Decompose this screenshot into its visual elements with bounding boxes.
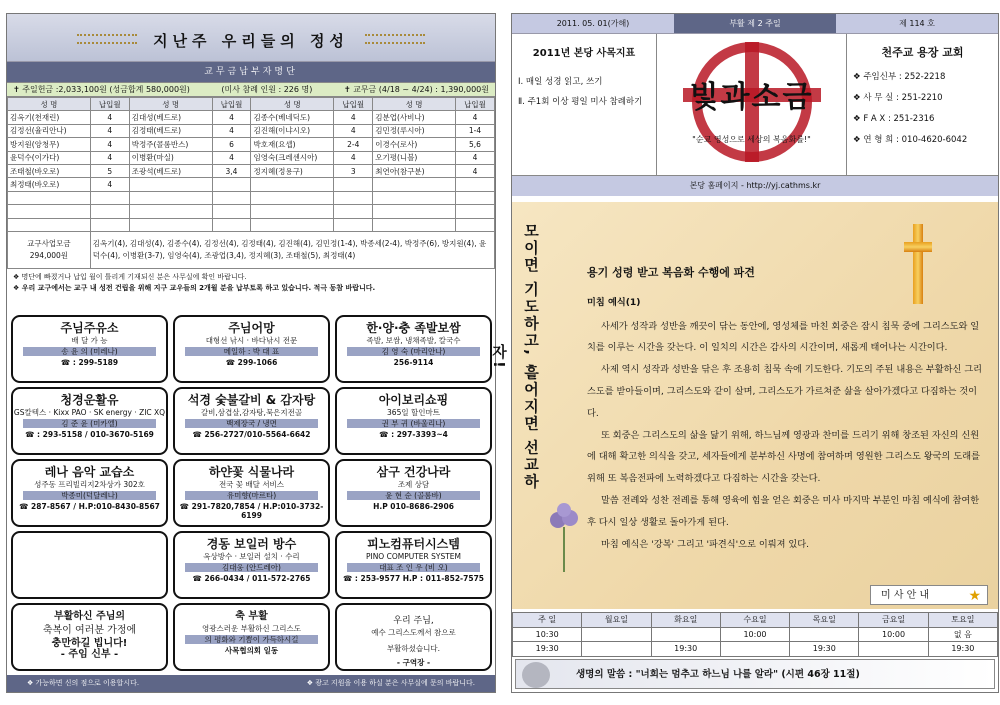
table-cell (251, 218, 334, 231)
table-cell (455, 218, 494, 231)
paragraph: 마침 예식은 '강복' 그리고 '파견식'으로 이뤄져 있다. (601, 538, 810, 550)
table-cell: 4 (212, 111, 251, 124)
ad-line: 256-9114 (393, 358, 434, 367)
mass-cell: 19:30 (928, 642, 997, 657)
ad-line: 김 영 숙 (마리안나) (347, 347, 480, 356)
ad-title: 경동 보일러 방수 (206, 537, 297, 551)
table-cell (334, 218, 373, 231)
ad-box (173, 459, 330, 527)
ads-grid (11, 315, 493, 675)
table-row (8, 164, 495, 177)
table-cell: 방지원(앙청무) (8, 138, 91, 151)
table-cell (8, 191, 91, 204)
mass-guide-button[interactable] (870, 585, 988, 605)
mass-cell (790, 627, 859, 642)
table-cell: 4 (334, 111, 373, 124)
ad-line: - 주임 신부 - (60, 649, 119, 660)
note-2: ❖ 우리 교구에서는 교구 내 성전 건립을 위해 지구 교우들의 2개월 분을 납부토록 하고 있습니다. 적극 동참 바랍니다. (13, 283, 376, 292)
table-cell (129, 178, 212, 191)
ad-line: 김 준 윤 (미카엘) (23, 419, 156, 428)
ad-box (11, 315, 168, 383)
ad-line: 백제장국 / 냉면 (185, 419, 318, 428)
ad-box (11, 603, 168, 671)
donor-table (7, 97, 495, 269)
table-cell: 박정주(콜롬반스) (129, 138, 212, 151)
pastoral-goals (512, 34, 657, 175)
ad-line: 윤 현 순 (골롬바) (347, 491, 480, 500)
table-cell: 윤덕수(이가다) (8, 151, 91, 164)
table-cell: 이경수(로사) (373, 138, 456, 151)
table-row (8, 138, 495, 151)
ad-box (335, 603, 492, 671)
table-cell: 김민정(루시아) (373, 124, 456, 137)
table-cell: 정지혜(정용구) (251, 164, 334, 177)
table-cell: 4 (455, 111, 494, 124)
mass-header: 수요일 (720, 613, 789, 628)
contact-office: ❖ 사 무 실 : 251-2210 (853, 93, 943, 103)
table-row (8, 124, 495, 137)
ad-line: ☎ 266-0434 / 011-572-2765 (192, 574, 311, 583)
donor-header: 성 명 (373, 98, 456, 111)
article (587, 262, 987, 555)
ad-box (173, 531, 330, 599)
table-cell: 최연아(참구분) (373, 164, 456, 177)
ad-line: 365일 할인마트 (387, 408, 440, 417)
contact-priest: ❖ 주임신부 : 252-2218 (853, 72, 946, 82)
ad-line: 예수 그리스도께서 참으로 (371, 628, 456, 637)
ad-line: PINO COMPUTER SYSTEM (365, 552, 462, 561)
table-cell: 4 (455, 151, 494, 164)
left-footer (7, 675, 495, 692)
homepage-link[interactable]: 본당 홈페이지 - http://yj.cathms.kr (512, 176, 998, 196)
table-cell (334, 178, 373, 191)
table-cell: 5 (90, 164, 129, 177)
liturgical-season: 부활 제 2 주일 (674, 14, 836, 33)
table-cell (129, 205, 212, 218)
kyomu-offering: ✝ 교무금 (4/18 ~ 4/24) : 1,390,000원 (343, 85, 489, 94)
ad-line: 배 달 가 능 (71, 336, 108, 345)
ad-line: ☎ : 299-5189 (60, 358, 119, 367)
star-icon: ★ (968, 588, 981, 604)
table-cell: 4 (90, 111, 129, 124)
mass-cell (859, 642, 928, 657)
issue-bar (512, 14, 998, 34)
ad-title: 하얀꽃 식물나라 (208, 465, 295, 479)
ad-line: 대형선 낚시 · 바다낚시 전문 (205, 336, 298, 345)
ad-line: 충만하길 빕니다! (51, 638, 128, 649)
donor-header: 납입월 (212, 98, 251, 111)
ad-line: 김대웅 (안드레아) (185, 563, 318, 572)
footer-right: ❖ 광고 지원을 이용 하실 분은 사무실에 문의 바랍니다. (306, 679, 475, 687)
masthead (512, 34, 998, 176)
ad-line: 박종미(덕달레나) (23, 491, 156, 500)
ad-line: 전국 꽃 배달 서비스 (218, 480, 285, 489)
table-cell: 5,6 (455, 138, 494, 151)
table-cell: 3 (334, 164, 373, 177)
ad-title: 청경운활유 (60, 393, 119, 407)
church-info (847, 34, 998, 175)
word-text: 생명의 말씀 : "너희는 멈추고 하느님 나를 알라" (시편 46장 11절) (576, 669, 860, 680)
table-row (8, 151, 495, 164)
table-cell (212, 218, 251, 231)
table-cell: 1-4 (455, 124, 494, 137)
mass-cell: 19:30 (790, 642, 859, 657)
table-row (8, 218, 495, 231)
logo-motto: "순교 영성으로 세상의 복음화를!" (692, 135, 811, 144)
mass-cell (720, 642, 789, 657)
table-cell: 6 (212, 138, 251, 151)
table-cell (334, 205, 373, 218)
mass-cell: 19:30 (651, 642, 720, 657)
table-row (8, 178, 495, 191)
ad-line: 부활하셨습니다. (386, 644, 441, 653)
notes (7, 269, 495, 297)
table-cell: 4 (90, 178, 129, 191)
ad-title: 우리 주님, (393, 616, 434, 626)
table-cell (251, 191, 334, 204)
ad-title: 축 부활 (235, 611, 268, 622)
donor-header: 성 명 (251, 98, 334, 111)
table-cell: 4 (212, 124, 251, 137)
ad-line: - 구역장 - (396, 658, 431, 667)
mass-cell: 10:30 (513, 627, 582, 642)
note-1: ❖ 명단에 빠졌거나 납입 월이 틀리게 기재되신 분은 사무실에 확인 바랍니다. (13, 272, 247, 281)
table-cell (8, 218, 91, 231)
ad-title: 부활하신 주님의 (53, 611, 126, 622)
table-cell: 최정태(바오로) (8, 178, 91, 191)
support-label: 교구사업모금 294,000원 (8, 231, 91, 268)
table-cell (334, 191, 373, 204)
ad-title: 삼구 건강나라 (376, 465, 451, 479)
article-title: 용기 성령 받고 복음화 수행에 파견 (587, 266, 755, 279)
table-cell: 김종수(베네딕도) (251, 111, 334, 124)
ad-line: 대표 조 인 우 (비 오) (347, 563, 480, 572)
table-row (8, 191, 495, 204)
issue-date: 2011. 05. 01(가해) (556, 19, 630, 28)
ad-box (335, 459, 492, 527)
table-cell (373, 191, 456, 204)
table-cell (212, 178, 251, 191)
donor-header: 성 명 (129, 98, 212, 111)
ad-title: 레나 음악 교습소 (44, 465, 135, 479)
ad-line: GS칼텍스 · Kixx PAO · SK energy · ZIC XQ (13, 408, 166, 417)
table-cell: 조광석(베드로) (129, 164, 212, 177)
mass-header: 토요일 (928, 613, 997, 628)
donor-header: 납입월 (334, 98, 373, 111)
sunday-offering: ✝ 주일헌금 :2,033,100원 (성금합계 580,000원) (13, 85, 190, 94)
table-cell (129, 191, 212, 204)
ad-line: ☎ : 293-5158 / 010-3670-5169 (25, 430, 154, 439)
ad-line: 송 윤 의 (미레나) (23, 347, 156, 356)
church-name: 천주교 용장 교회 (881, 46, 964, 59)
table-cell: 4 (90, 138, 129, 151)
ad-box (173, 387, 330, 455)
table-cell (129, 218, 212, 231)
mass-cell: 10:00 (720, 627, 789, 642)
paragraph: 또 회중은 그리스도의 삶을 닮기 위해, 하느님께 영광과 찬미를 드리기 위해 창조된 자신의 신원에 대해 확고한 의식을 갖고, 세자들에게 분부하신 사명에 참여하며 영원한 그리스도 왕국의 도래를 위해 또 복음전파에 노력하겠다고 다짐하는 시간을 갖는다. (587, 429, 980, 485)
ad-line: 조제 상담 (397, 480, 430, 489)
table-cell: 김분업(사비나) (373, 111, 456, 124)
ad-line: ☎ : 297-3393~4 (379, 430, 448, 439)
left-page (6, 13, 496, 693)
table-cell (373, 218, 456, 231)
table-cell: 4 (455, 164, 494, 177)
ad-title: 석경 숯불갈비 & 감자탕 (187, 393, 316, 407)
mass-row (513, 642, 998, 657)
ad-box (11, 387, 168, 455)
donor-header: 납입월 (455, 98, 494, 111)
ad-line: ☎ 256-2727/010-5564-6642 (192, 430, 311, 439)
table-row (8, 111, 495, 124)
ad-title: 아이보리쇼핑 (378, 393, 449, 407)
mass-header: 주 일 (513, 613, 582, 628)
mass-cell (582, 627, 651, 642)
table-cell (455, 205, 494, 218)
table-cell: 조태철(바오로) (8, 164, 91, 177)
footer-left: ❖ 가능하면 신의 점으로 이용합시다. (27, 679, 140, 687)
table-cell (455, 178, 494, 191)
left-subtitle: 교무금납부자명단 (7, 62, 495, 82)
word-of-life (515, 659, 995, 689)
support-names: 김옥기(4), 김대성(4), 김종수(4), 김정선(4), 김정태(4), 김진해(4), 김민정(1-4), 박종세(2-4), 박정주(6), 방지원(4), 윤덕수(4), 이병환(3-7), 임영숙(4), 조광업(3,4), 정지혜(3), 조태철(5), 최정태(4) (90, 231, 494, 268)
table-cell (373, 205, 456, 218)
mass-cell: 10:00 (859, 627, 928, 642)
ad-line: 사목협의회 일동 (224, 646, 279, 655)
table-row (8, 205, 495, 218)
paragraph: 말씀 전례와 성찬 전례를 통해 영육에 힘을 얻은 회중은 미사 마지막 부분인 마침 예식에 참여한 후 다시 일상 생활로 돌아가게 된다. (587, 494, 980, 528)
mass-header: 월요일 (582, 613, 651, 628)
table-cell: 4 (334, 151, 373, 164)
mass-header: 화요일 (651, 613, 720, 628)
ad-line: ☎ 291-7820,7854 / H.P:010-3732-6199 (179, 502, 324, 520)
table-cell: 4 (334, 124, 373, 137)
table-cell (90, 218, 129, 231)
table-cell: 박호재(요셉) (251, 138, 334, 151)
table-cell: 3,4 (212, 164, 251, 177)
mass-attendance: (미사 참례 인원 : 226 명) (221, 85, 313, 94)
ad-line: 영광스러운 부활하신 그리스도 (202, 624, 301, 633)
portrait-icon (522, 662, 550, 688)
contact-mobile: ❖ 연 형 희 : 010-4620-6042 (853, 135, 968, 145)
contact-fax: ❖ F A X : 251-2316 (853, 114, 935, 124)
ad-line: ☎ 287-8567 / H.P:010-8430-8567 (19, 502, 160, 511)
table-cell: 4 (212, 151, 251, 164)
table-cell: 4 (90, 124, 129, 137)
goal-2: Ⅱ. 주1회 이상 평일 미사 참례하기 (518, 97, 643, 107)
table-cell: 김정태(베드로) (129, 124, 212, 137)
ad-box (11, 459, 168, 527)
goals-title: 2011년 본당 사목지표 (532, 48, 636, 59)
flower-icon (544, 502, 584, 572)
issue-number: 제 114 호 (899, 19, 935, 28)
mass-cell: 없 음 (928, 627, 997, 642)
mass-cell: 19:30 (513, 642, 582, 657)
ad-line: 족발, 보쌈, 냉채족발, 칼국수 (366, 336, 461, 345)
logo-block (657, 34, 847, 175)
ad-box (335, 315, 492, 383)
ad-line: 옥상방수 · 보일러 설치 · 수리 (203, 552, 300, 561)
ad-title: 피노컴퓨터시스템 (367, 537, 460, 551)
ad-line: 축복이 여러분 가정에 (42, 625, 137, 636)
article-subtitle: 미침 예식(1) (587, 296, 641, 308)
table-cell: 김옥기(천재린) (8, 111, 91, 124)
table-cell: 오기평(니블) (373, 151, 456, 164)
article-area (490, 202, 998, 609)
mass-guide-label: 미 사 안 내 (881, 590, 930, 601)
ad-title: 주님주유소 (60, 321, 119, 335)
ad-line: 의 평화와 기쁨이 가득하시길 (185, 635, 318, 644)
table-cell: 이병환(마실) (129, 151, 212, 164)
right-page (490, 13, 999, 693)
mass-cell (651, 627, 720, 642)
table-cell (455, 191, 494, 204)
mass-header: 금요일 (859, 613, 928, 628)
table-cell (373, 178, 456, 191)
donor-header: 납입월 (90, 98, 129, 111)
mass-row (513, 627, 998, 642)
left-header (7, 14, 495, 62)
ad-line: 성주동 프리빌리지2차상가 302호 (34, 480, 145, 489)
ad-title: 주님어망 (228, 321, 275, 335)
mass-schedule-table (512, 612, 998, 657)
table-cell (212, 205, 251, 218)
ad-box (173, 315, 330, 383)
ad-line: H.P 010-8686-2906 (373, 502, 454, 511)
table-cell: 김정선(율리안나) (8, 124, 91, 137)
table-cell: 김대성(베드로) (129, 111, 212, 124)
ad-box (11, 531, 168, 599)
ad-line: 갈비,삼겹살,감자탕,묵은지전골 (200, 408, 303, 417)
paragraph: 사제 역시 성작과 성반을 닦은 후 조용히 침묵 속에 기도한다. 기도의 주된 내용은 부활하신 그리스도를 받아들이며, 그리스도와 같이 살며, 그리스도가 가르쳐준 삶을 살아가겠다고 다짐하는 것이다. (587, 364, 983, 419)
table-cell (90, 191, 129, 204)
table-cell (251, 205, 334, 218)
table-cell: 임영숙(크레센시아) (251, 151, 334, 164)
offering-summary (7, 82, 495, 97)
table-cell: 2-4 (334, 138, 373, 151)
table-cell (212, 191, 251, 204)
ad-title: 한·양·충 족발보쌈 (366, 321, 461, 335)
ad-box (335, 531, 492, 599)
paragraph: 사세가 성작과 성반을 깨끗이 닦는 동안에, 영성체를 마친 회중은 잠시 침묵 중에 그리스도와 일치를 이루는 시간을 갖는다. 이 일치의 시간은 감사의 시간이며, 새롭게 태어나는 시간이다. (587, 320, 980, 354)
table-cell: 김진해(이냐시오) (251, 124, 334, 137)
ad-box (335, 387, 492, 455)
table-cell (251, 178, 334, 191)
table-cell (90, 205, 129, 218)
goal-1: Ⅰ. 매일 성경 읽고, 쓰기 (518, 77, 603, 87)
ad-box (173, 603, 330, 671)
donor-header: 성 명 (8, 98, 91, 111)
table-cell (8, 205, 91, 218)
logo-title: 빛과소금 (689, 80, 814, 115)
mass-header: 목요일 (790, 613, 859, 628)
table-cell: 4 (90, 151, 129, 164)
ad-line: ☎ 299-1066 (225, 358, 278, 367)
ad-line: 권 부 귀 (바울리나) (347, 419, 480, 428)
left-title: 지난주 우리들의 정성 (153, 32, 349, 50)
mass-cell (582, 642, 651, 657)
ad-line: 메일하 : 박 대 표 (185, 347, 318, 356)
ad-line: 유미향(마르타) (185, 491, 318, 500)
ad-line: ☎ : 253-9577 H.P : 011-852-7575 (342, 574, 485, 583)
support-row (8, 231, 495, 268)
vertical-slogan: 모이면 기도하고, 흩어지면 선교하자! (490, 223, 540, 491)
